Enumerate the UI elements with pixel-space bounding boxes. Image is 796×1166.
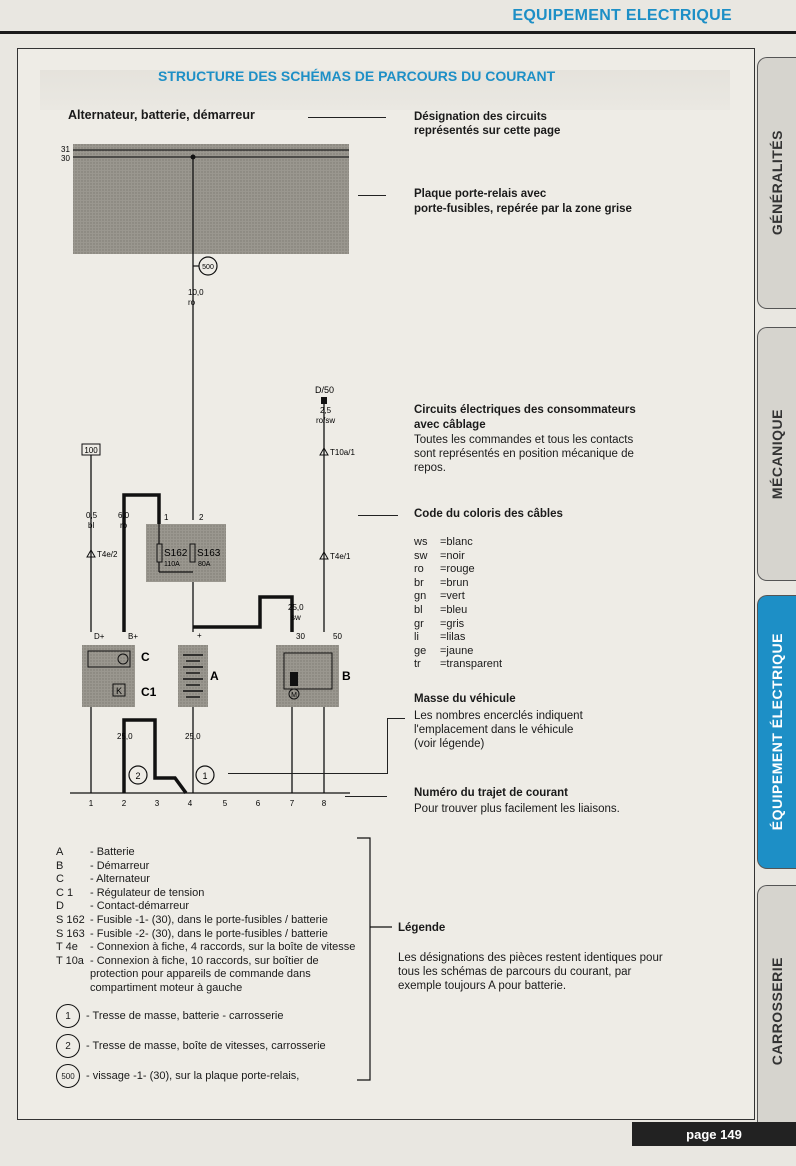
svg-text:1: 1: [88, 799, 94, 808]
svg-text:2: 2: [121, 799, 127, 808]
color-row: ge =jaune: [414, 644, 474, 657]
d50-label: D/50: [315, 385, 335, 395]
legend-circle-item: 1 - Tresse de masse, batterie - carrosserie: [56, 1004, 283, 1028]
leader-ground: [228, 773, 388, 774]
wire-gnd2-size: 25,0: [185, 732, 201, 741]
ann-ground-title: Masse du véhicule: [414, 693, 516, 705]
diagram-title: Alternateur, batterie, démarreur: [68, 108, 255, 122]
wire-alt-color: bl: [88, 521, 95, 530]
svg-text:5: 5: [222, 799, 228, 808]
legend-circle-number: 500: [56, 1064, 80, 1088]
leader-ground-h: [387, 718, 405, 719]
ann-circuits-text: représentés sur cette page: [414, 125, 561, 137]
legend-item: C - Alternateur: [56, 873, 150, 886]
leader-track: [345, 796, 387, 797]
panel-title: STRUCTURE DES SCHÉMAS DE PARCOURS DU COURANT: [158, 68, 556, 84]
legend-item: A - Batterie: [56, 846, 135, 858]
relay-plate: [73, 144, 349, 254]
conn-t4-1: T4e/1: [330, 552, 351, 561]
tab-equipement-electrique[interactable]: ÉQUIPEMENT ÉLECTRIQUE: [757, 595, 796, 869]
legend-item: C 1 - Régulateur de tension: [56, 886, 205, 899]
ann-relay-line1: Plaque porte-relais avec: [414, 188, 547, 200]
color-row: ro =rouge: [414, 563, 475, 576]
fuse-b-rating: 80A: [198, 561, 211, 568]
leader-relay-plate: [358, 195, 386, 196]
wire-main-size: 10,0: [188, 288, 204, 297]
motor-m: M: [291, 692, 297, 699]
ref-100: 100: [84, 446, 98, 455]
term-plus: +: [197, 631, 202, 640]
wire-b-size: 6,0: [118, 511, 130, 520]
label-c: C: [141, 650, 150, 664]
legend-item: B - Démarreur: [56, 859, 150, 872]
ann-legend-line1: Les désignations des pièces restent identiques pour: [398, 952, 663, 964]
term-50: 50: [333, 632, 342, 641]
term-bplus: B+: [128, 632, 139, 641]
starter-block: [276, 645, 339, 707]
alternator-block: [82, 645, 135, 707]
ann-legend-line3: exemple toujours A pour batterie.: [398, 980, 567, 992]
tab-mecanique[interactable]: MÉCANIQUE: [757, 327, 796, 581]
color-row: sw =noir: [414, 549, 465, 562]
ann-legend-title: Légende: [398, 922, 446, 934]
color-row: gn =vert: [414, 590, 465, 603]
term-30: 30: [296, 632, 305, 641]
legend-item: T 4e - Connexion à fiche, 4 raccords, sur la boîte de vitesse: [56, 941, 356, 954]
ann-consumers-line1: Toutes les commandes et tous les contacts: [414, 434, 634, 446]
wire-alt-size: 0,5: [86, 511, 98, 520]
ann-ground-line2: l'emplacement dans le véhicule: [414, 724, 574, 736]
section-tabs: [754, 55, 796, 1115]
ann-consumers-line3: repos.: [414, 462, 446, 474]
screw-label: 500: [202, 264, 214, 271]
wire-main-color: ro: [188, 298, 196, 307]
legend-list: [56, 846, 356, 996]
wire-sw-color: sw: [291, 613, 301, 622]
ann-ground-line3: (voir légende): [414, 738, 485, 750]
page-number: page 149: [632, 1122, 796, 1146]
conn-t10a: T10a/1: [330, 448, 355, 457]
leader-circuits: [308, 117, 386, 118]
label-a: A: [210, 669, 219, 683]
rail-label-31: 31: [61, 145, 70, 154]
color-row: tr =transparent: [414, 658, 503, 671]
relay-k: K: [115, 686, 123, 696]
track-numbers: [89, 799, 327, 808]
ann-track-title: Numéro du trajet de courant: [414, 787, 568, 799]
leader-color: [358, 515, 398, 516]
svg-text:3: 3: [154, 799, 160, 808]
ann-ground-line1: Les nombres encerclés indiquent: [414, 710, 583, 722]
rail-label-30: 30: [61, 154, 70, 163]
label-c1: C1: [141, 685, 157, 699]
wire-b-color: ro: [120, 521, 128, 530]
color-row: li =lilas: [414, 631, 466, 644]
legend-item: S 163 - Fusible -2- (30), dans le porte-fusibles / batterie: [56, 927, 328, 940]
tab-generalites[interactable]: GÉNÉRALITÉS: [757, 57, 796, 309]
tab-carrosserie[interactable]: CARROSSERIE: [757, 885, 796, 1137]
legend-item: T 10a - Connexion à fiche, 10 raccords, sur boîtier de protection pour appareils de commande dans compartiment moteur à gauche: [56, 954, 319, 994]
ann-relay-line2: porte-fusibles, repérée par la zone grise: [414, 203, 632, 215]
ann-consumers-line2: sont représentés en position mécanique de: [414, 448, 634, 460]
color-row: ws =blanc: [414, 536, 473, 548]
legend-circle-number: 1: [56, 1004, 80, 1028]
term-dplus: D+: [94, 632, 105, 641]
svg-text:4: 4: [187, 799, 193, 808]
section-header-title: EQUIPEMENT ELECTRIQUE: [512, 7, 732, 24]
color-row: gr =gris: [414, 617, 465, 630]
svg-text:8: 8: [321, 799, 327, 808]
ann-track-text: Pour trouver plus facilement les liaisons.: [414, 803, 620, 815]
fuse-a-name: S162: [164, 548, 188, 559]
legend-circle-item: 500 - vissage -1- (30), sur la plaque porte-relais,: [56, 1064, 299, 1088]
ann-legend-line2: tous les schémas de parcours du courant, par: [398, 966, 632, 978]
leader-ground-v: [387, 718, 388, 774]
ann-consumers-title1: Circuits électriques des consommateurs: [414, 404, 636, 416]
color-row: bl =bleu: [414, 603, 468, 616]
fuse-pin-1: 1: [164, 513, 169, 522]
ground-2-label: 2: [135, 771, 141, 781]
ann-consumers-title2: avec câblage: [414, 419, 486, 431]
ann-color-title: Code du coloris des câbles: [414, 508, 563, 520]
wire-d-size: 2,5: [320, 406, 332, 415]
wire-sw-size: 25,0: [288, 603, 304, 612]
svg-text:7: 7: [289, 799, 295, 808]
conn-t4-2: T4e/2: [97, 550, 118, 559]
color-row: br =brun: [414, 576, 469, 589]
svg-text:6: 6: [255, 799, 261, 808]
wire-color-list: [414, 536, 502, 672]
legend-item: S 162 - Fusible -1- (30), dans le porte-fusibles / batterie: [56, 913, 328, 926]
wire-gnd1-size: 25,0: [117, 732, 133, 741]
fuse-a-rating: 110A: [164, 561, 180, 568]
legend-circle-number: 2: [56, 1034, 80, 1058]
label-b: B: [342, 669, 351, 683]
fuse-b-name: S163: [197, 548, 221, 559]
wire-d-color: ro/sw: [316, 416, 336, 425]
legend-circle-item: 2 - Tresse de masse, boîte de vitesses, carrosserie: [56, 1034, 326, 1058]
fuse-pin-2: 2: [199, 513, 204, 522]
legend-item: D - Contact-démarreur: [56, 900, 190, 913]
ground-1-label: 1: [202, 771, 208, 781]
ann-circuits-title: Désignation des circuits: [414, 111, 547, 123]
